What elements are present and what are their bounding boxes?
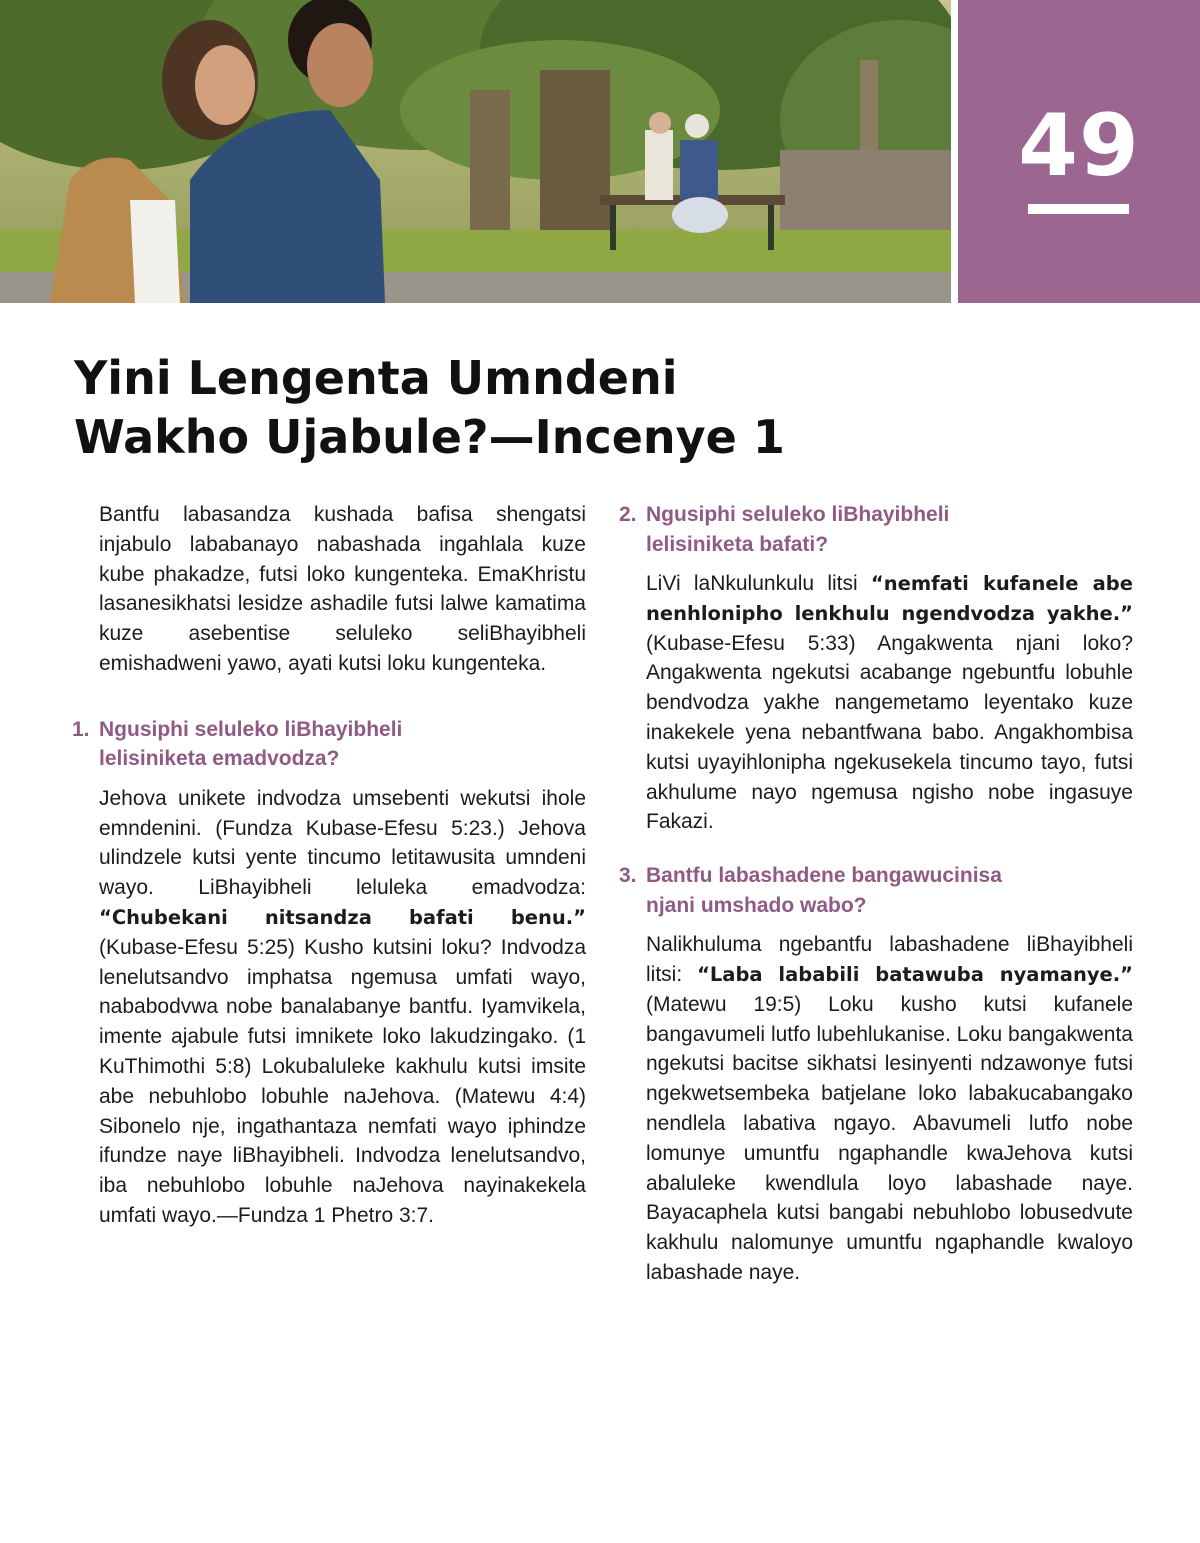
header-photo <box>0 0 951 303</box>
question-text-line-1: Ngusiphi seluleko liBhayibheli <box>99 717 403 741</box>
question-number: 2. <box>619 503 637 526</box>
question-1 <box>72 715 586 774</box>
answer-2-paragraph <box>646 569 1133 837</box>
page-title <box>74 349 1074 467</box>
answer-bold-quote: “Chubekani nitsandza bafati benu.” <box>99 905 586 929</box>
question-number: 1. <box>72 717 90 741</box>
question-3 <box>619 861 1133 920</box>
answer-text: (Kubase-Efesu 5:25) Kusho kutsini loku? Indvodza lenelutsandvo imphatsa ngemusa umfati wayo, nababodvwa nobe banalabanye bantfu. Iyamvikela, imente ajabule futsi imnikete loko lakudzingako. (1 KuThimothi 5:8) Lokubaluleke kakhulu kutsi imsite abe nebuhlobo lobuhle naJehova. (Matewu 4:4) Sibonelo nje, ingathantaza nemfati wayo iphindze ifundze naye liBhayibheli. Indvodza lenelutsandvo, iba nebuhlobo lobuhle naJehova nayinakekela umfati wayo.—Fundza 1 Phetro 3:7. <box>99 935 586 1227</box>
title-line-1: Yini Lengenta Umndeni <box>74 351 678 405</box>
question-text-line-1: Bantfu labashadene bangawucinisa <box>646 864 1002 888</box>
question-text-line-2: lelisiniketa bafati? <box>646 532 829 556</box>
answer-bold-quote: “nemfati kufanele abe nenhlonipho lenkhulu ngendvodza yakhe.” <box>646 572 1133 625</box>
question-number: 3. <box>619 864 637 888</box>
answer-text: LiVi laNkulunkulu litsi <box>646 572 871 595</box>
right-column <box>619 500 1133 1288</box>
question-text-line-1: Ngusiphi seluleko liBhayibheli <box>646 503 950 526</box>
answer-1-paragraph <box>99 784 586 1231</box>
question-text-line-2: njani umshado wabo? <box>646 893 867 917</box>
title-line-2: Wakho Ujabule?—Incenye 1 <box>74 410 785 464</box>
answer-text: Jehova unikete indvodza umsebenti wekutsi ihole emndenini. (Fundza Kubase-Efesu 5:23.) Jehova ulindzele kutsi yente tincumo letitawusita umndeni wayo. LiBhayibheli leluleka emadvodza: <box>99 786 586 900</box>
intro-paragraph: Bantfu labasandza kushada bafisa shengatsi injabulo lababanayo nabashada ingahlala kuze kube phakadze, futsi loko kungenteka. EmaKhristu lasanesikhatsi lesidze ashadile futsi lalwe kamatima kuze asebentise seluleko seliBhayibheli emishadweni yawo, ayati kutsi loku kungenteka. <box>99 503 586 675</box>
answer-text: (Kubase-Efesu 5:33) Angakwenta njani loko? Angakwenta ngekutsi acabange ngebuntfu lobuhle bendvodza yakhe nangemetamo leyentako kuze inakekele yena nebantfwana babo. Angakhombisa kutsi uyayihlonipha ngekusekela tincumo tayo, futsi akhulume nayo ngemusa ngisho nobe ingasuye Fakazi. <box>646 631 1133 834</box>
answer-3-paragraph <box>646 930 1133 1288</box>
question-2 <box>619 500 1133 559</box>
answer-bold-quote: “Laba lababili batawuba nyamanye.” <box>697 962 1133 986</box>
lesson-number-badge <box>958 0 1200 303</box>
answer-text: Nalikhuluma ngebantfu labashadene liBhayibheli litsi: <box>646 933 1133 986</box>
question-text-line-2: lelisiniketa emadvodza? <box>99 747 340 771</box>
answer-text: (Matewu 19:5) Loku kusho kutsi kufanele bangavumeli lutfo lubehlukanise. Loku bangakwenta ngekutsi bacitse sikhatsi lesinyenti ndzawonye futsi ngekwetsembeka batjelane loko labakucabangako nendlela labativa ngayo. Abavumeli lutfo nobe lomunye umuntfu ngaphandle kwaJehova kutsi abaluleke kwendlula loyo labashade naye. Bayacaphela kutsi bangabi nebuhlobo lobusedvute kakhulu nalomunye umuntfu ngaphandle kwaloyo labashade naye. <box>646 992 1133 1284</box>
left-column <box>72 500 586 1231</box>
badge-divider <box>1028 204 1129 214</box>
photo-couple-park-icon <box>0 0 951 303</box>
lesson-number: 49 <box>1018 96 1140 196</box>
